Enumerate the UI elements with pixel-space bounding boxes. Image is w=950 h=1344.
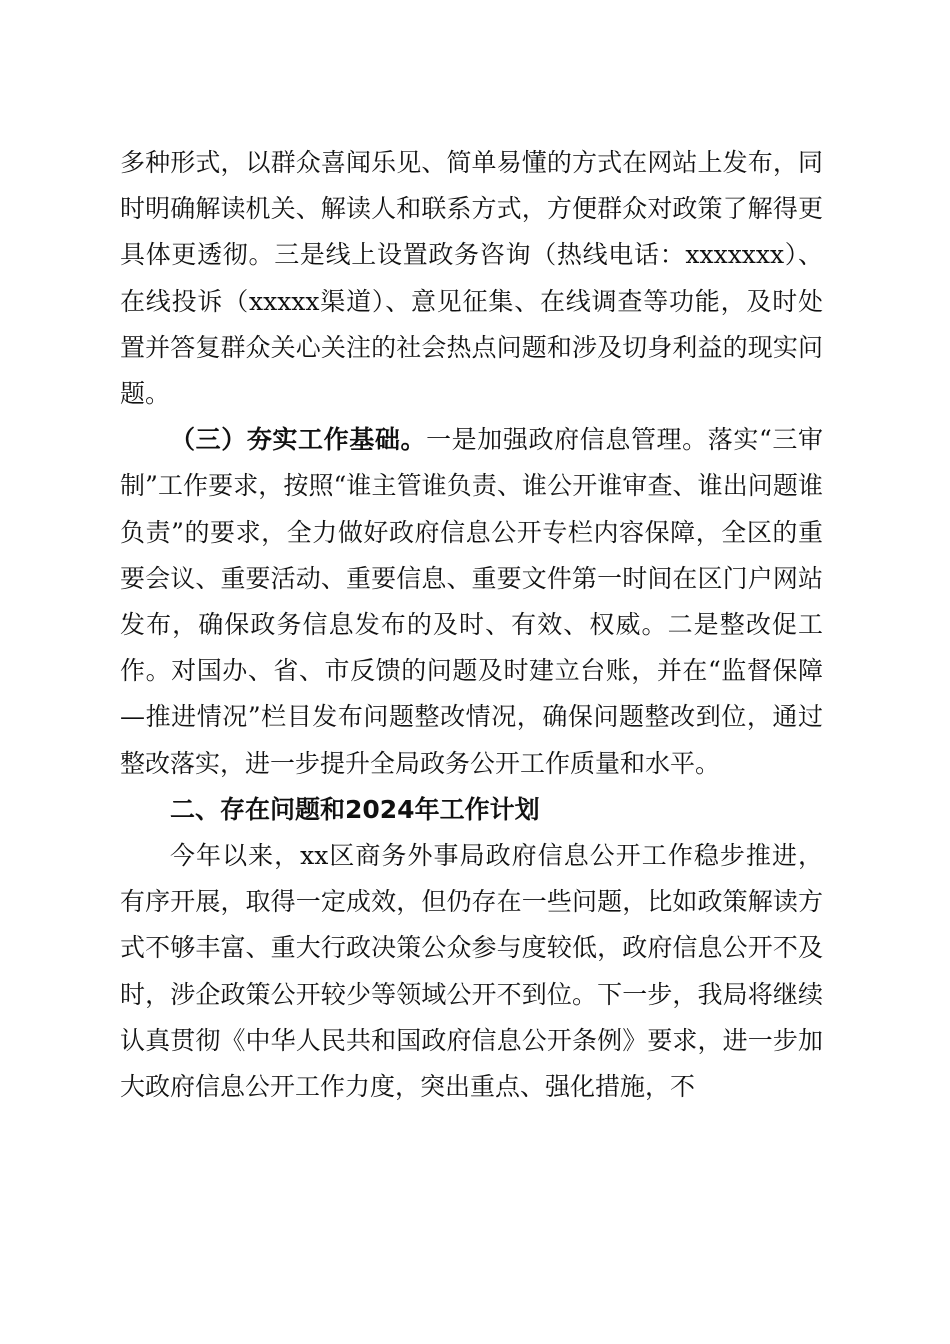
paragraph-problems-and-plan: 今年以来，xx区商务外事局政府信息公开工作稳步推进，有序开展，取得一定成效，但仍存在一些问题，比如政策解读方式不够丰富、重大行政决策公众参与度较低，政府信息公开不及时，涉企政策公开较少等领域公开不到位。下一步，我局将继续认真贯彻《中华人民共和国政府信息公开条例》要求，进一步加大政府信息公开工作力度，突出重点、强化措施，不 bbox=[120, 841, 823, 1102]
paragraph-body-text: 一是加强政府信息管理。落实“三审制”工作要求，按照“谁主管谁负责、谁公开谁审查、谁出问题谁负责”的要求，全力做好政府信息公开专栏内容保障，全区的重要会议、重要活动、重要信息、重要文件第一时间在区门户网站发布，确保政务信息发布的及时、有效、权威。二是整改促工作。对国办、省、市反馈的问题及时建立台账，并在“监督保障—推进情况”栏目发布问题整改情况，确保问题整改到位，通过整改落实，进一步提升全局政务公开工作质量和水平。 bbox=[120, 425, 823, 778]
paragraph-policy-interpretation: 多种形式，以群众喜闻乐见、简单易懂的方式在网站上发布，同时明确解读机关、解读人和联系方式，方便群众对政策了解得更具体更透彻。三是线上设置政务咨询（热线电话：xxxxxxx）、在线投诉（xxxxx渠道）、意见征集、在线调查等功能，及时处置并答复群众关心关注的社会热点问题和涉及切身利益的现实问题。 bbox=[120, 148, 823, 409]
section-heading: 二、存在问题和2024年工作计划 bbox=[170, 794, 540, 824]
paragraph-work-foundation bbox=[120, 417, 823, 787]
document-body bbox=[120, 140, 823, 1110]
paragraph-lead-title: （三）夯实工作基础。 bbox=[170, 425, 427, 455]
